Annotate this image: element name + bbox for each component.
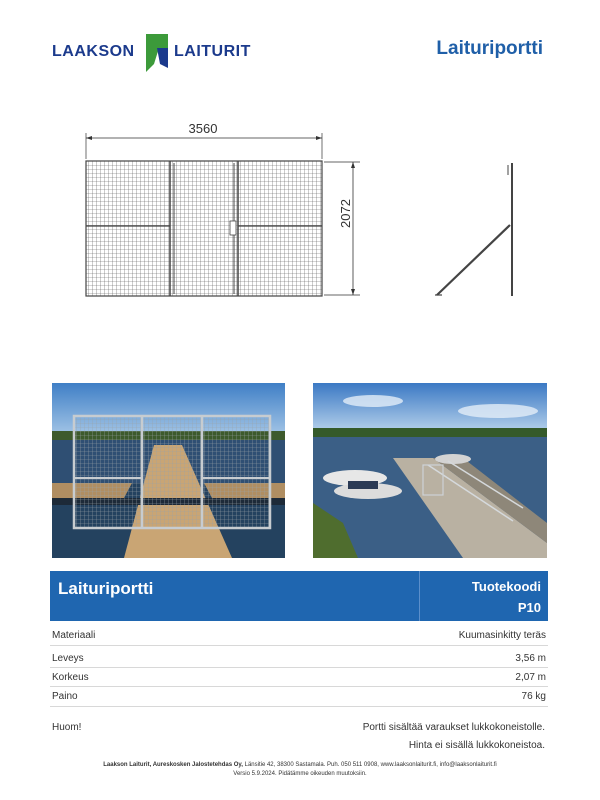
note-label: Huom!	[52, 722, 82, 733]
product-code: P10	[517, 600, 541, 615]
spec-value: 76 kg	[521, 691, 546, 702]
dock-photo	[313, 383, 547, 558]
spec-divider	[50, 706, 548, 707]
footer-version: Versio 5.9.2024. Pidätämme oikeuden muutoksiin.	[233, 771, 367, 777]
spec-value: 3,56 m	[515, 653, 546, 664]
footer-contact	[0, 762, 600, 768]
logo-text-left: LAAKSON	[52, 43, 135, 60]
logo-text-right: LAITURIT	[174, 43, 251, 60]
height-dimension-label: 2072	[338, 199, 353, 228]
company-logo	[52, 34, 267, 72]
bar-divider	[419, 571, 420, 621]
note-line-2: Hinta ei sisällä lukkokoneistoa.	[408, 740, 545, 751]
footer-address: Länsitie 42, 38300 Sastamala. Puh. 050 511 0908, www.laaksonlaiturit.fi, info@laaksonlaiturit.fi	[242, 762, 497, 768]
product-name: Laituriportti	[58, 579, 154, 598]
spec-value: 2,07 m	[515, 672, 546, 683]
gate-drawing	[80, 125, 530, 305]
spec-key: Korkeus	[52, 672, 89, 683]
note-line-1: Portti sisältää varaukset lukkokoneistolle.	[362, 722, 545, 733]
page-title: Laituriportti	[436, 38, 543, 59]
product-code-label: Tuotekoodi	[471, 579, 541, 594]
footer-company: Laakson Laiturit, Aureskosken Jalostetehdas Oy,	[103, 762, 243, 768]
spec-key: Materiaali	[52, 630, 96, 641]
spec-divider	[50, 645, 548, 646]
product-header-bar	[50, 571, 548, 621]
logo-sail-icon	[142, 34, 172, 72]
spec-value: Kuumasinkitty teräs	[458, 630, 546, 641]
spec-key: Leveys	[52, 653, 84, 664]
width-dimension-label: 3560	[188, 121, 218, 136]
spec-divider	[50, 667, 548, 668]
spec-divider	[50, 686, 548, 687]
spec-key: Paino	[52, 691, 78, 702]
gate-photo	[52, 383, 285, 558]
